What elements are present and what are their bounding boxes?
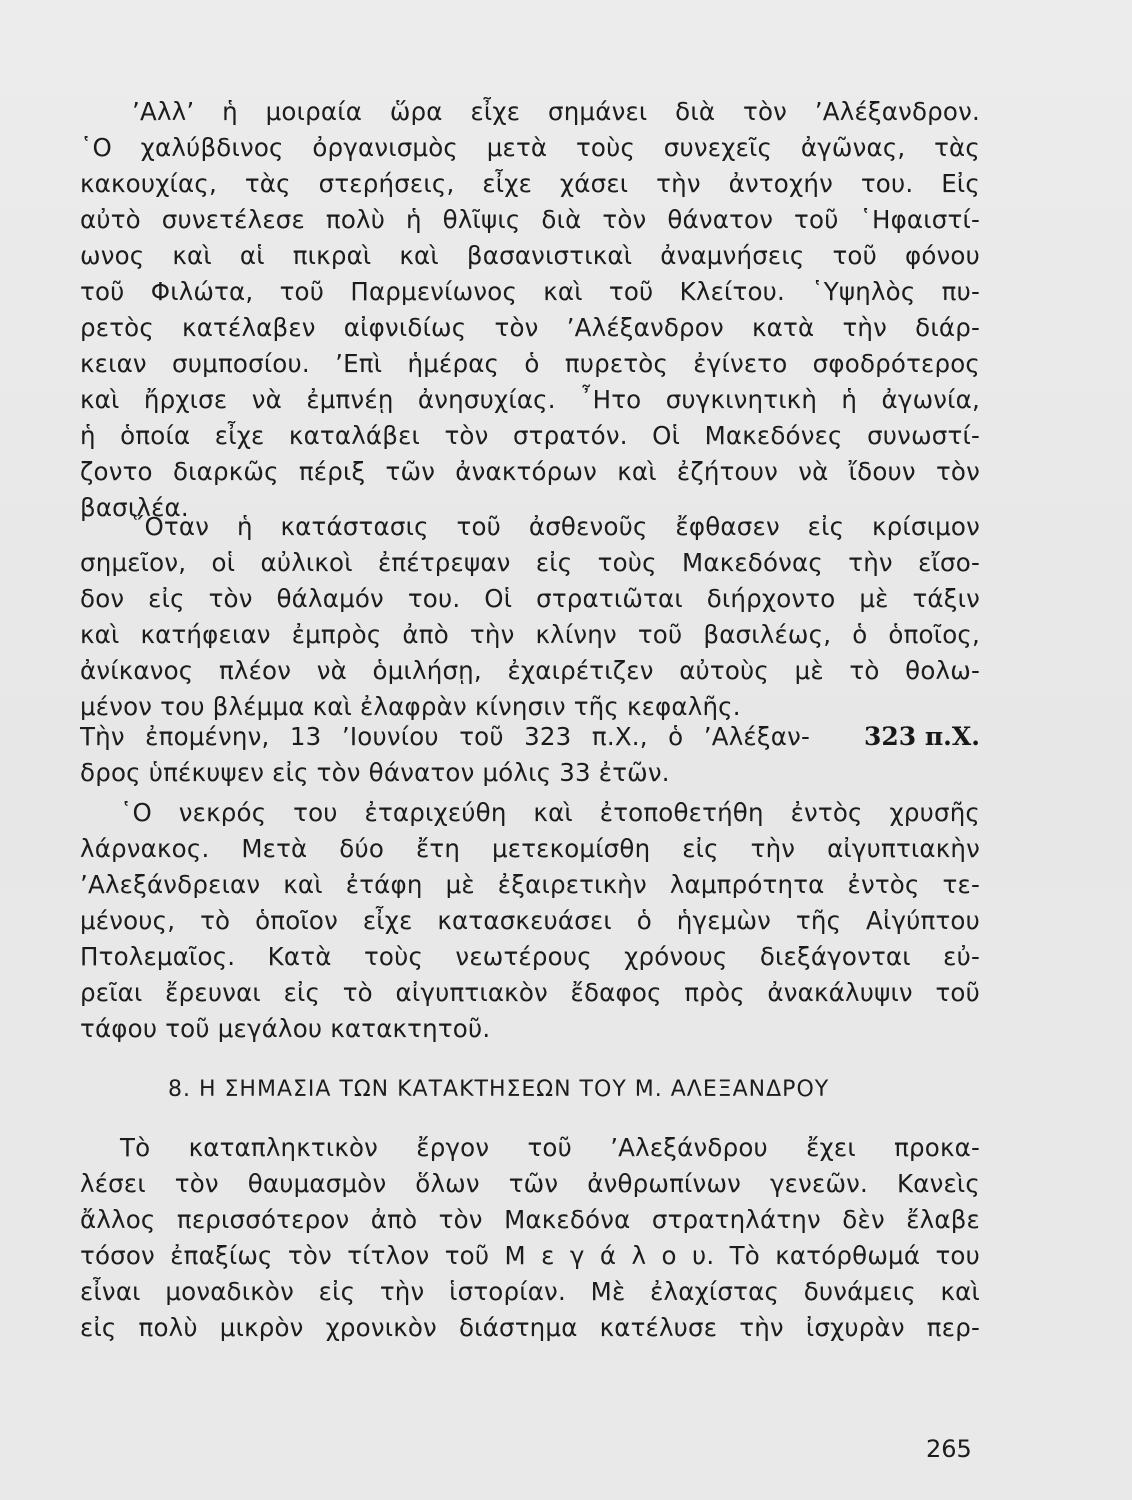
paragraph-significance	[80, 1130, 980, 1346]
text-line: αὐτὸ συνετέλεσε πολὺ ἡ θλῖψις διὰ τὸν θάνατον τοῦ ῾Ηφαιστί-	[80, 205, 980, 234]
text-line: καὶ κατήφειαν ἐμπρὸς ἀπὸ τὴν κλίνην τοῦ βασιλέως, ὁ ὁποῖος,	[80, 620, 980, 649]
text-line: ῾Ο νεκρός του ἐταριχεύθη καὶ ἐτοποθετήθη ἐντὸς χρυσῆς	[120, 798, 980, 827]
paragraph-farewell	[80, 509, 980, 725]
text-line: λέσει τὸν θαυμασμὸν ὅλων τῶν ἀνθρωπίνων γενεῶν. Κανεὶς	[80, 1169, 980, 1198]
text-line: ῞Οταν ἡ κατάστασις τοῦ ἀσθενοῦς ἔφθασεν εἰς κρίσιμον	[132, 512, 980, 541]
paragraph-death-illness	[80, 94, 980, 526]
text-line: ζοντο διαρκῶς πέριξ τῶν ἀνακτόρων καὶ ἐζήτουν νὰ ἴδουν τὸν	[80, 457, 980, 486]
text-line: καὶ ἤρχισε νὰ ἐμπνέῃ ἀνησυχίας. ῏Ητο συγκινητικὴ ἡ ἀγωνία,	[80, 385, 980, 414]
text-line: τόσον ἐπαξίως τὸν τίτλον τοῦ Μ ε γ ά λ ο υ. Τὸ κατόρθωμά του	[80, 1241, 980, 1270]
text-line: δρος ὑπέκυψεν εἰς τὸν θάνατον μόλις 33 ἐτῶν.	[80, 758, 670, 787]
text-line: τάφου τοῦ μεγάλου κατακτητοῦ.	[80, 1014, 491, 1043]
text-line: δον εἰς τὸν θάλαμόν του. Οἱ στρατιῶται διήρχοντο μὲ τάξιν	[80, 584, 980, 613]
text-line: εἰς πολὺ μικρὸν χρονικὸν διάστημα κατέλυσε τὴν ἰσχυρὰν περ-	[80, 1313, 980, 1342]
text-line: ’Αλεξάνδρειαν καὶ ἐτάφη μὲ ἐξαιρετικὴν λαμπρότητα ἐντὸς τε-	[80, 870, 980, 899]
text-line: κακουχίας, τὰς στερήσεις, εἶχε χάσει τὴν ἀντοχήν του. Εἰς	[80, 169, 980, 198]
text-line: λάρνακος. Μετὰ δύο ἔτη μετεκομίσθη εἰς τὴν αἰγυπτιακὴν	[80, 834, 980, 863]
text-line: ἀνίκανος πλέον νὰ ὁμιλήσῃ, ἐχαιρέτιζεν αὐτοὺς μὲ τὸ θολω-	[80, 656, 980, 685]
text-line: κειαν συμποσίου. ’Επὶ ἡμέρας ὁ πυρετὸς ἐγίνετο σφοδρότερος	[80, 349, 980, 378]
text-line: ῾Ο χαλύβδινος ὀργανισμὸς μετὰ τοὺς συνεχεῖς ἀγῶνας, τὰς	[80, 133, 980, 162]
text-line: σημεῖον, οἱ αὐλικοὶ ἐπέτρεψαν εἰς τοὺς Μακεδόνας τὴν εἴσο-	[80, 548, 980, 577]
text-line: Τὸ καταπληκτικὸν ἔργον τοῦ ’Αλεξάνδρου ἔχει προκα-	[120, 1133, 980, 1162]
text-line: ωνος καὶ αἱ πικραὶ καὶ βασανιστικαὶ ἀναμνήσεις τοῦ φόνου	[80, 241, 980, 270]
text-line: ρετὸς κατέλαβεν αἰφνιδίως τὸν ’Αλέξανδρον κατὰ τὴν διάρ-	[80, 313, 980, 342]
text-line: εἶναι μοναδικὸν εἰς τὴν ἱστορίαν. Μὲ ἐλαχίστας δυνάμεις καὶ	[80, 1277, 980, 1306]
text-line: ἡ ὁποία εἶχε καταλάβει τὸν στρατόν. Οἱ Μακεδόνες συνωστί-	[80, 421, 980, 450]
margin-date-note: 323 π.Χ.	[864, 722, 980, 751]
paragraph-date-of-death	[80, 719, 980, 755]
text-line: ρεῖαι ἔρευναι εἰς τὸ αἰγυπτιακὸν ἔδαφος πρὸς ἀνακάλυψιν τοῦ	[80, 978, 980, 1007]
page-number: 265	[926, 1435, 972, 1463]
text-line: μένον του βλέμμα καὶ ἐλαφρὰν κίνησιν τῆς κεφαλῆς.	[80, 692, 741, 721]
text-line: Πτολεμαῖος. Κατὰ τοὺς νεωτέρους χρόνους διεξάγονται εὐ-	[80, 942, 980, 971]
text-line: ’Αλλ’ ἡ μοιραία ὥρα εἶχε σημάνει διὰ τὸν ’Αλέξανδρον.	[132, 97, 980, 126]
text-line: Τὴν ἐπομένην, 13 ’Ιουνίου τοῦ 323 π.Χ., ὁ ’Αλέξαν-	[80, 722, 810, 751]
text-line: ἄλλος περισσότερον ἀπὸ τὸν Μακεδόνα στρατηλάτην δὲν ἔλαβε	[80, 1205, 980, 1234]
paragraph-date-of-death-continued	[80, 755, 980, 791]
paragraph-burial	[80, 795, 980, 1047]
text-line: τοῦ Φιλώτα, τοῦ Παρμενίωνος καὶ τοῦ Κλείτου. ῾Υψηλὸς πυ-	[80, 277, 980, 306]
text-line: βασιλέα.	[80, 493, 189, 522]
text-line: μένους, τὸ ὁποῖον εἶχε κατασκευάσει ὁ ἡγεμὼν τῆς Αἰγύπτου	[80, 906, 980, 935]
section-heading: 8. Η ΣΗΜΑΣΙΑ ΤΩΝ ΚΑΤΑΚΤΗΣΕΩΝ ΤΟΥ Μ. ΑΛΕΞΑΝΔΡΟΥ	[168, 1077, 830, 1102]
